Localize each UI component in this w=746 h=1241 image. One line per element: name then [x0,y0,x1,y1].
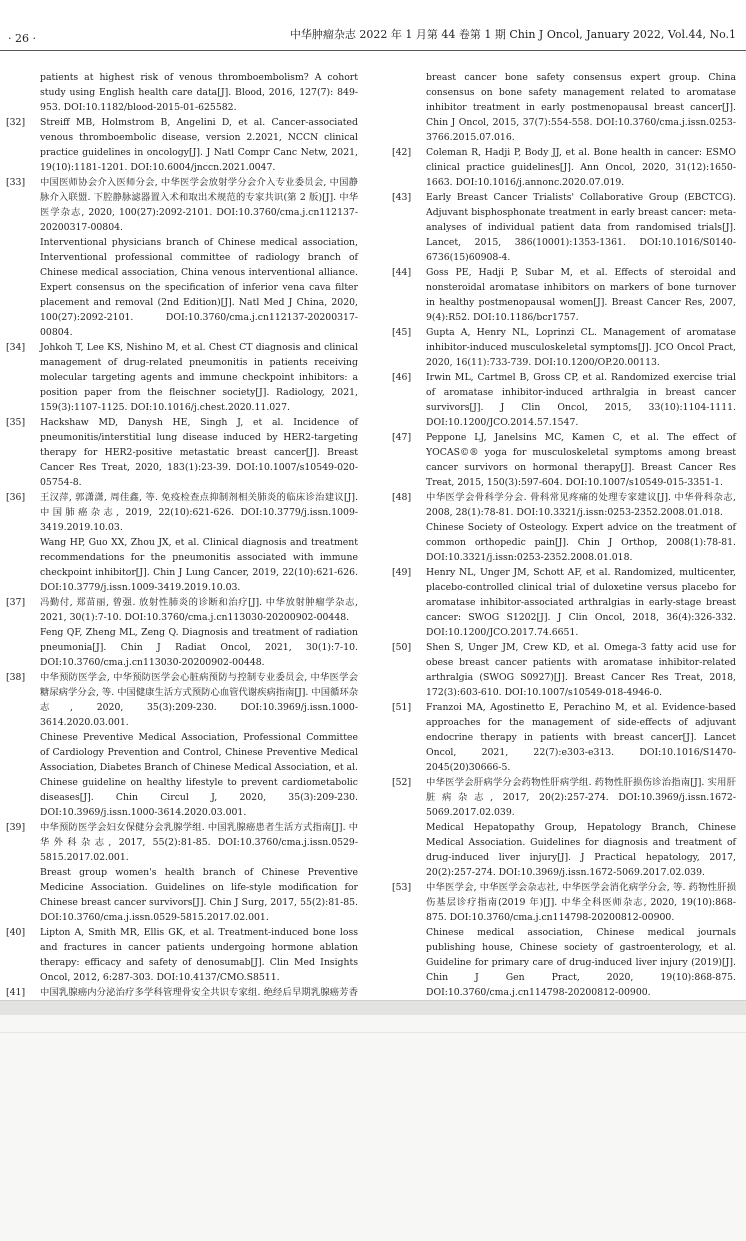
reference-item [6,670,358,820]
reference-body [40,415,358,490]
reference-number: [36] [6,492,26,503]
reference-body [426,775,736,880]
running-head: 中华肿瘤杂志 2022 年 1 月第 44 卷第 1 期 Chin J Oncol, January 2022, Vol.44, No.1 [289,28,736,41]
reference-text: Goss PE, Hadji P, Subar M, et al. Effects of steroidal and nonsteroidal aromatase inhibitors on markers of bone turnover in healthy postmenopausal women[J]. Breast Cancer Res, 2007, 9(4):R52. DOI:10.1186/bcr1757. [426,267,736,323]
reference-text: Franzoi MA, Agostinetto E, Perachino M, et al. Evidence-based approaches for the management of side-effects of adjuvant endocrine therapy in patients with breast cancer[J]. Lancet Oncol, 2021, 22(7):e303-e313. DOI:10.1016/S1470-2045(20)30666-5. [426,702,736,773]
reference-number: [53] [392,882,412,893]
reference-item [392,370,736,430]
reference-number: [38] [6,672,26,683]
reference-body [426,490,736,565]
reference-item [6,820,358,925]
reference-number: [42] [392,147,412,158]
viewer-bottom-bar [0,1000,746,1015]
reference-text: Johkoh T, Lee KS, Nishino M, et al. Chest CT diagnosis and clinical management of drug-related pneumonitis in patients receiving molecular targeting agents and immune checkpoint inhibitors: a position paper from the fleischner society[J]. Radiology, 2021, 159(3):1107-1125. DOI:10.1016/j.chest.2020.11.027. [40,342,358,413]
page-header [0,0,746,51]
reference-number: [52] [392,777,412,788]
reference-body [40,925,358,985]
reference-text: 中华预防医学会, 中华预防医学会心脏病预防与控制专业委员会, 中华医学会糖尿病学分会, 等. 中国健康生活方式预防心血管代谢疾病指南[J]. 中国循环杂志, 2020, 35(3):209-230. DOI:10.3969/j.issn.1000-3614.2020.03.001. [40,672,358,728]
reference-item [392,325,736,370]
reference-item [392,565,736,640]
divider [0,1032,746,1033]
reference-text: 冯勤付, 郑苗丽, 曾强. 放射性肺炎的诊断和治疗[J]. 中华放射肿瘤学杂志, 2021, 30(1):7-10. DOI:10.3760/cma.j.cn113030-20200902-00448. [40,597,358,623]
reference-number: [48] [392,492,412,503]
reference-text: Chinese Preventive Medical Association, Professional Committee of Cardiology Prevention and Control, Chinese Preventive Medical Association, Diabetes Branch of Chinese Medical Association, et al. Chinese guideline on healthy lifestyle to prevent cardiometabolic diseases[J]. Chin Circul J, 2020, 35(3):209-230. DOI:10.3969/j.issn.1000-3614.2020.03.001. [40,732,358,818]
reference-body [426,190,736,265]
reference-item [6,340,358,415]
reference-number: [41] [6,987,26,998]
reference-item [392,490,736,565]
reference-text: 中国医师协会介入医师分会, 中华医学会放射学分会介入专业委员会, 中国静脉介入联盟. 下腔静脉滤器置入术和取出术规范的专家共识(第 2 版)[J]. 中华医学杂志, 2020, 100(27):2092-2101. DOI:10.3760/cma.j.cn112137-20200317-00804. [40,177,358,233]
reference-number: [39] [6,822,26,833]
reference-text: Chinese Society of Osteology. Expert advice on the treatment of common orthopedic pain[J]. Chin J Orthop, 2008(1):78-81. DOI:10.3321/j.issn:0253-2352.2008.01.018. [426,522,736,563]
reference-item [392,190,736,265]
reference-text: Irwin ML, Cartmel B, Gross CP, et al. Randomized exercise trial of aromatase inhibitor-induced arthralgia in breast cancer survivors[J]. J Clin Oncol, 2015, 33(10):1104-1111. DOI:10.1200/JCO.2014.57.1547. [426,372,736,428]
reference-list-right [392,145,736,1075]
reference-text: Breast group women's health branch of Chinese Preventive Medicine Association. Guidelines on life-style modification for Chinese breast cancer survivors[J]. Chin J Surg, 2017, 55(2):81-85. DOI:10.3760/cma.j.issn.0529-5815.2017.02.001. [40,867,358,923]
right-column [392,70,736,998]
reference-item [6,595,358,670]
reference-item [392,700,736,775]
reference-body [426,145,736,190]
reference-item [6,175,358,340]
reference-body [40,820,358,925]
reference-number: [34] [6,342,26,353]
reference-item [6,925,358,985]
reference-text: Henry NL, Unger JM, Schott AF, et al. Randomized, multicenter, placebo-controlled clinical trial of duloxetine versus placebo for aromatase inhibitor-associated arthralgias in early-stage breast cancer: SWOG S1202[J]. J Clin Oncol, 2018, 36(4):326-332. DOI:10.1200/JCO.2017.74.6651. [426,567,736,638]
reference-text: Gupta A, Henry NL, Loprinzi CL. Management of aromatase inhibitor-induced musculoskeletal symptoms[J]. JCO Oncol Pract, 2020, 16(11):733-739. DOI:10.1200/OP.20.00113. [426,327,736,368]
reference-body [426,265,736,325]
reference-text: Coleman R, Hadji P, Body JJ, et al. Bone health in cancer: ESMO clinical practice guidelines[J]. Ann Oncol, 2020, 31(12):1650-1663. DOI:10.1016/j.annonc.2020.07.019. [426,147,736,188]
reference-body [40,340,358,415]
reference-body [40,490,358,595]
reference-number: [45] [392,327,412,338]
reference-body [40,595,358,670]
reference-number: [43] [392,192,412,203]
reference-item [392,265,736,325]
reference-body [40,175,358,340]
reference-body [426,430,736,490]
reference-item [6,415,358,490]
reference-text: 中华医学会骨科学分会. 骨科常见疼痛的处理专家建议[J]. 中华骨科杂志, 2008, 28(1):78-81. DOI:10.3321/j.issn:0253-2352.2008.01.018. [426,492,736,518]
reference-number: [44] [392,267,412,278]
reference-text: Hackshaw MD, Danysh HE, Singh J, et al. Incidence of pneumonitis/interstitial lung disease induced by HER2-targeting therapy for HER2-positive metastatic breast cancer[J]. Breast Cancer Res Treat, 2020, 183(1):23-39. DOI:10.1007/s10549-020-05754-8. [40,417,358,488]
reference-text: 中华医学会, 中华医学会杂志社, 中华医学会消化病学分会, 等. 药物性肝损伤基层诊疗指南(2019 年)[J]. 中华全科医师杂志, 2020, 19(10):868-875. DOI:10.3760/cma.j.cn114798-20200812-00900. [426,882,736,923]
reference-body [426,325,736,370]
reference-item [6,490,358,595]
reference-text: Lipton A, Smith MR, Ellis GK, et al. Treatment-induced bone loss and fractures in cancer patients undergoing hormone ablation therapy: efficacy and safety of denosumab[J]. Clin Med Insights Oncol, 2012, 6:287-303. DOI:10.4137/CMO.S8511. [40,927,358,983]
reference-text: Streiff MB, Holmstrom B, Angelini D, et al. Cancer-associated venous thromboembolic disease, version 2.2021, NCCN clinical practice guidelines in oncology[J]. J Natl Compr Canc Netw, 2021, 19(10):1181-1201. DOI:10.6004/jnccn.2021.0047. [40,117,358,173]
reference-text: Peppone LJ, Janelsins MC, Kamen C, et al. The effect of YOCAS©® yoga for musculoskeletal symptoms among breast cancer survivors on hormonal therapy[J]. Breast Cancer Res Treat, 2015, 150(3):597-604. DOI:10.1007/s10549-015-3351-1. [426,432,736,488]
reference-list-left [6,115,358,1045]
reference-text: Chinese medical association, Chinese medical journals publishing house, Chinese society of gastroenterology, et al. Guideline for primary care of drug-induced liver injury (2019)[J]. Chin J Gen Pract, 2020, 19(10):868-875. DOI:10.3760/cma.j.cn114798-20200812-00900. [426,927,736,998]
reference-text: 中国乳腺癌内分泌治疗多学科管理骨安全共识专家组. 绝经后早期乳腺癌芳香 [40,987,358,998]
reference-number: [33] [6,177,26,188]
reference-number: [50] [392,642,412,653]
reference-number: [37] [6,597,26,608]
reference-body [426,565,736,640]
reference-item [6,115,358,175]
reference-text: Wang HP, Guo XX, Zhou JX, et al. Clinical diagnosis and treatment recommendations for the pneumonitis associated with immune checkpoint inhibitor[J]. Chin J Lung Cancer, 2019, 22(10):621-626. DOI:10.3779/j.issn.1009-3419.2019.10.03. [40,537,358,593]
reference-number: [51] [392,702,412,713]
page-number: · 26 · [8,32,36,45]
reference-body [426,880,736,1000]
reference-text: Feng QF, Zheng ML, Zeng Q. Diagnosis and treatment of radiation pneumonia[J]. Chin J Radiat Oncol, 2021, 30(1):7-10. DOI:10.3760/cma.j.cn113030-20200902-00448. [40,627,358,668]
reference-item [392,640,736,700]
reference-body [426,640,736,700]
continued-reference-text: breast cancer bone safety consensus expert group. China consensus on bone safety management related to aromatase inhibitor treatment in early postmenopausal breast cancer[J]. Chin J Oncol, 2015, 37(7):554-558. DOI:10.3760/cma.j.issn.0253-3766.2015.07.016. [426,72,736,143]
blank-viewer-area [0,1015,746,1241]
reference-number: [47] [392,432,412,443]
reference-number: [35] [6,417,26,428]
reference-item [392,880,736,1000]
reference-text: Interventional physicians branch of Chinese medical association, Interventional professional committee of radiology branch of Chinese medical association, China venous interventional alliance. Expert consensus on the specification of inferior vena cava filter placement and removal (2nd Edition)[J]. Natl Med J China, 2020, 100(27):2092-2101. DOI:10.3760/cma.j.cn112137-20200317-00804. [40,237,358,338]
reference-text: Medical Hepatopathy Group, Hepatology Branch, Chinese Medical Association. Guidelines for diagnosis and treatment of drug-induced liver injury[J]. J Practical hepatology, 2017, 20(2):257-274. DOI:10.3969/j.issn.1672-5069.2017.02.039. [426,822,736,878]
reference-text: 中华医学会肝病学分会药物性肝病学组. 药物性肝损伤诊治指南[J]. 实用肝脏病杂志, 2017, 20(2):257-274. DOI:10.3969/j.issn.1672-5069.2017.02.039. [426,777,736,818]
reference-text: Shen S, Unger JM, Crew KD, et al. Omega-3 fatty acid use for obese breast cancer patients with aromatase inhibitor-related arthralgia (SWOG S0927)[J]. Breast Cancer Res Treat, 2018, 172(3):603-610. DOI:10.1007/s10549-018-4946-0. [426,642,736,698]
reference-body [426,700,736,775]
reference-text: 中华预防医学会妇女保健分会乳腺学组. 中国乳腺癌患者生活方式指南[J]. 中华外科杂志, 2017, 55(2):81-85. DOI:10.3760/cma.j.issn.0529-5815.2017.02.001. [40,822,358,863]
reference-item [392,430,736,490]
reference-number: [46] [392,372,412,383]
reference-number: [49] [392,567,412,578]
continued-reference-text: patients at highest risk of venous thromboembolism? A cohort study using English health care data[J]. Blood, 2016, 127(7): 849-953. DOI:10.1182/blood-2015-01-625582. [40,72,358,113]
reference-number: [32] [6,117,26,128]
reference-text: Early Breast Cancer Trialists' Collaborative Group (EBCTCG). Adjuvant bisphosphonate treatment in early breast cancer: meta-analyses of individual patient data from randomised trials[J]. Lancet, 2015, 386(10001):1353-1361. DOI:10.1016/S0140-6736(15)60908-4. [426,192,736,263]
left-column [6,70,358,998]
reference-item [392,145,736,190]
reference-text: 王汉萍, 郭潇潇, 周佳鑫, 等. 免疫检查点抑制剂相关肺炎的临床诊治建议[J]. 中国肺癌杂志, 2019, 22(10):621-626. DOI:10.3779/j.issn.1009-3419.2019.10.03. [40,492,358,533]
reference-body [40,670,358,820]
reference-item [392,775,736,880]
reference-body [40,115,358,175]
reference-number: [40] [6,927,26,938]
reference-body [426,370,736,430]
